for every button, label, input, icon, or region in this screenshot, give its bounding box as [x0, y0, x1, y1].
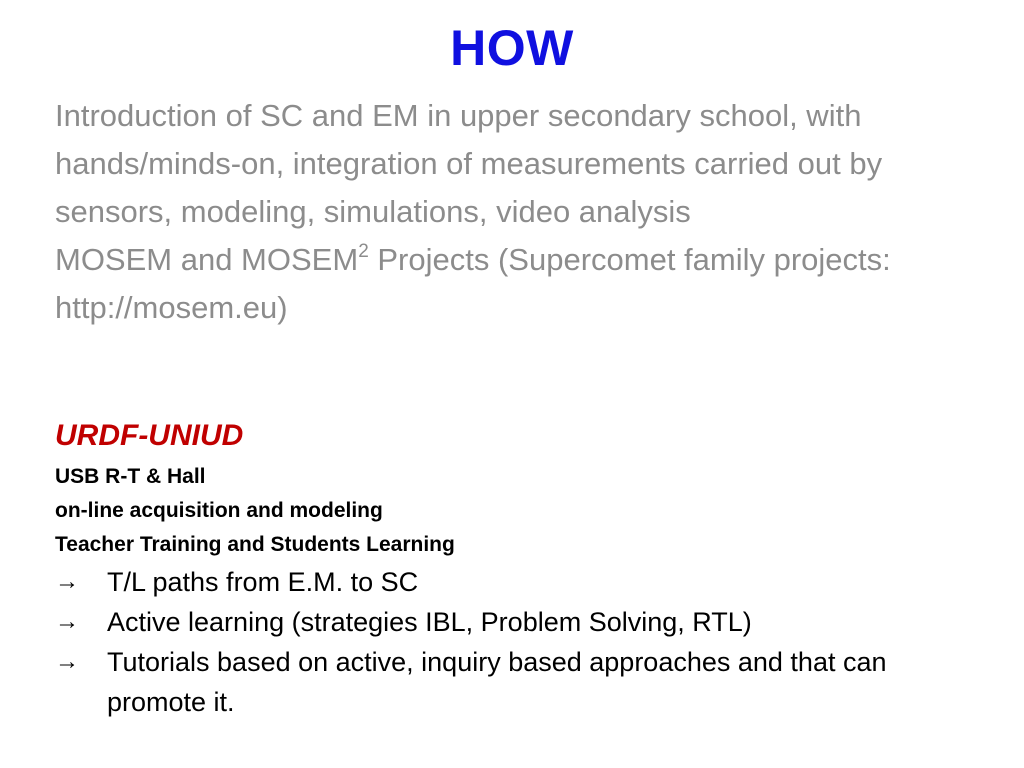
bullet-list: [55, 562, 975, 722]
intro-paragraph-2: [55, 236, 975, 332]
subhead-2: on-line acquisition and modeling: [55, 499, 383, 522]
intro-paragraph-2-pre: MOSEM and MOSEM: [55, 242, 359, 277]
bullet-item: [55, 562, 975, 602]
bullet-text: Tutorials based on active, inquiry based approaches and that can promote it.: [107, 647, 887, 717]
slide-title: HOW: [450, 20, 574, 76]
subhead-1: USB R-T & Hall: [55, 465, 206, 488]
intro-paragraph-1: Introduction of SC and EM in upper secondary school, with hands/minds-on, integration of measurements carried out by sensors, modeling, simulations, video analysis: [55, 98, 883, 229]
group-title: URDF-UNIUD: [55, 419, 244, 452]
right-arrow-icon: →: [55, 568, 79, 595]
intro-paragraph-2-post: Projects (Supercomet family projects: http://mosem.eu): [55, 242, 891, 325]
intro-superscript: 2: [358, 240, 369, 262]
intro-text: [55, 92, 975, 332]
bullet-item: [55, 602, 975, 642]
bullet-text: T/L paths from E.M. to SC: [107, 567, 419, 597]
bullet-text: Active learning (strategies IBL, Problem Solving, RTL): [107, 607, 752, 637]
subhead-3: Teacher Training and Students Learning: [55, 533, 455, 556]
bullet-item: [55, 642, 975, 722]
right-arrow-icon: →: [55, 648, 79, 675]
subheads: [55, 460, 975, 562]
right-arrow-icon: →: [55, 608, 79, 635]
